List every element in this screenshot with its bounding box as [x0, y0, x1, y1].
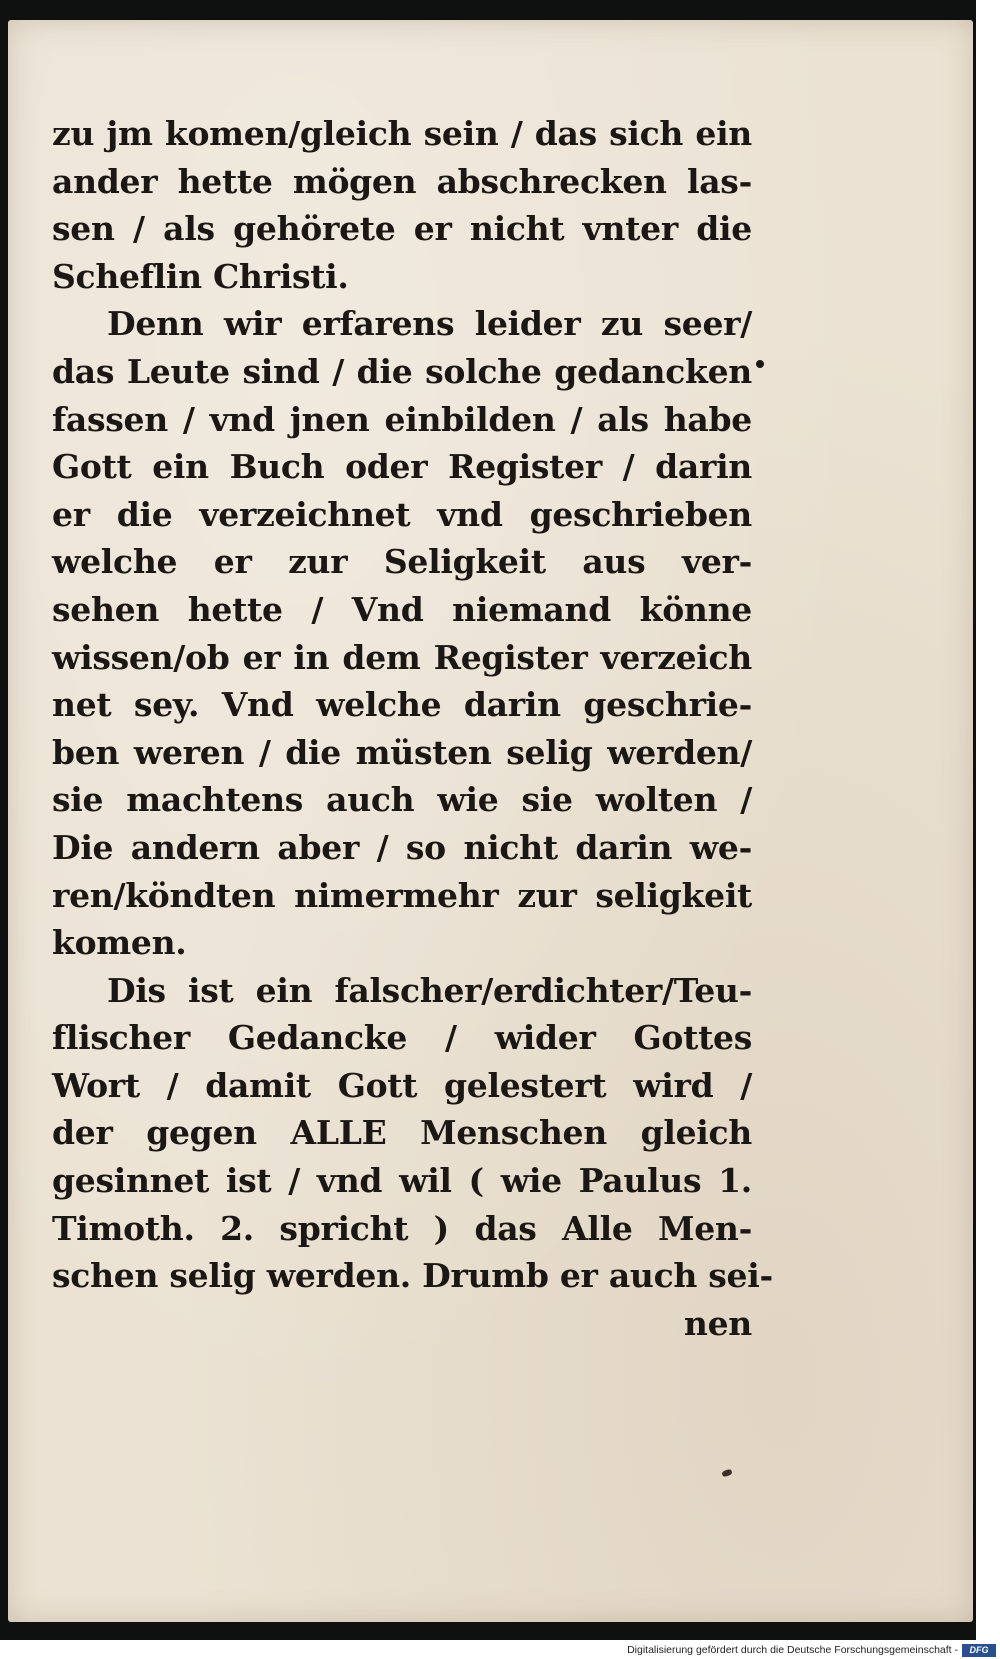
- dfg-logo: DFG: [962, 1644, 996, 1657]
- catchword: nen: [683, 1303, 752, 1343]
- text-line: er die verzeichnet vnd geschrieben: [52, 494, 752, 534]
- text-line: ren/köndten nimermehr zur seligkeit: [52, 875, 752, 915]
- funding-notice: Digitalisierung gefördert durch die Deutsche Forschungsgemeinschaft -: [627, 1644, 958, 1656]
- margin-dot: [756, 360, 764, 368]
- text-line: das Leute sind / die solche gedancken: [52, 351, 752, 391]
- text-line: der gegen ALLE Menschen gleich: [52, 1113, 752, 1153]
- text-line: Die andern aber / so nicht darin we-: [52, 827, 752, 867]
- text-line: flischer Gedancke / wider Gottes: [52, 1018, 752, 1058]
- ink-speck: [721, 1468, 732, 1477]
- text-line: gesinnet ist / vnd wil ( wie Paulus 1.: [52, 1161, 752, 1201]
- text-line: schen selig werden. Drumb er auch sei-: [52, 1256, 773, 1296]
- text-line: sen / als gehörete er nicht vnter die: [52, 209, 752, 249]
- text-line: Dis ist ein falscher/erdichter/Teu-: [107, 970, 752, 1010]
- text-line: ben weren / die müsten selig werden/: [52, 732, 752, 772]
- book-page: [8, 20, 973, 1622]
- text-line: komen.: [52, 923, 187, 963]
- text-line: Denn wir erfarens leider zu seer/: [107, 304, 752, 344]
- text-line: Timoth. 2. spricht ) das Alle Men-: [52, 1208, 752, 1248]
- text-line: wissen/ob er in dem Register verzeich: [52, 637, 752, 677]
- footer-bar: [0, 1642, 1000, 1659]
- text-line: Gott ein Buch oder Register / darin: [52, 447, 752, 487]
- text-line: Wort / damit Gott gelestert wird /: [52, 1065, 752, 1105]
- text-line: sie machtens auch wie sie wolten /: [52, 780, 752, 820]
- text-line: ander hette mögen abschrecken las-: [52, 161, 752, 201]
- page-text: [52, 110, 773, 1347]
- text-line: welche er zur Seligkeit aus ver-: [52, 542, 752, 582]
- text-line: Scheflin Christi.: [52, 256, 349, 296]
- text-line: net sey. Vnd welche darin geschrie-: [52, 685, 752, 725]
- text-line: sehen hette / Vnd niemand könne: [52, 589, 752, 629]
- text-line: fassen / vnd jnen einbilden / als habe: [52, 399, 752, 439]
- text-line: zu jm komen/gleich sein / das sich ein: [52, 114, 752, 153]
